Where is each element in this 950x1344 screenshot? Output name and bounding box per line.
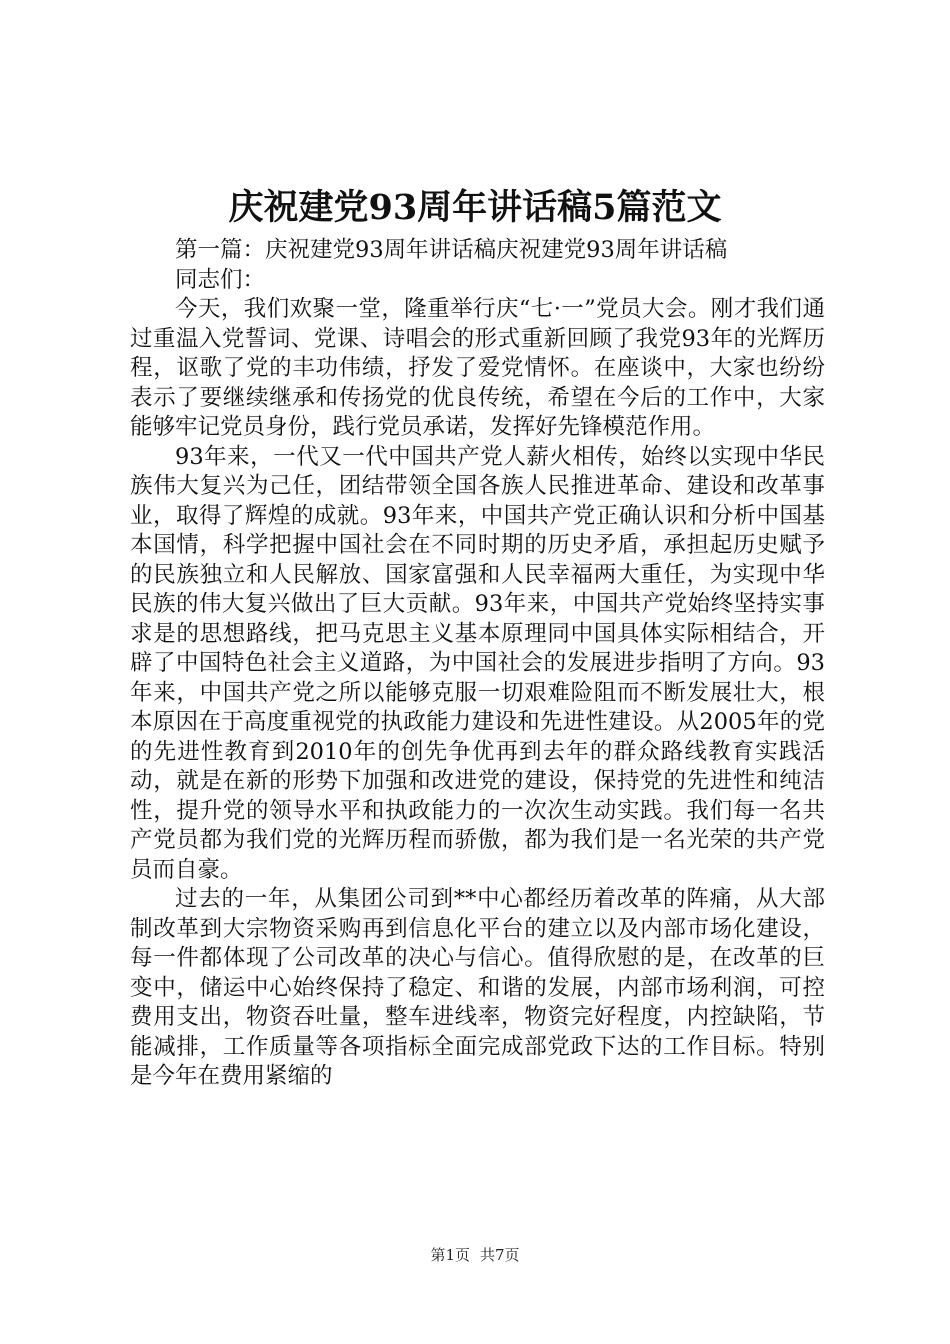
page-total: 共7页 xyxy=(480,1246,520,1264)
page-number: 第1页 xyxy=(430,1246,470,1264)
paragraph: 今天，我们欢聚一堂，隆重举行庆“七·一”党员大会。刚才我们通过重温入党誓词、党课、诗唱会的形式重新回顾了我党93年的光辉历程，讴歌了党的丰功伟绩，抒发了爱党情怀。在座谈中，大家也纷纷表示了要继续继承和传扬党的优良传统，希望在今后的工作中，大家能够牢记党员身份，践行党员承诺，发挥好先锋模范作用。 xyxy=(130,296,825,440)
paragraph-section-heading: 第一篇：庆祝建党93周年讲话稿庆祝建党93周年讲话稿 xyxy=(175,237,728,263)
page-footer xyxy=(0,1244,950,1266)
document-body xyxy=(130,236,825,1092)
paragraph: 93年来，一代又一代中国共产党人薪火相传，始终以实现中华民族伟大复兴为己任，团结带领全国各族人民推进革命、建设和改革事业，取得了辉煌的成就。93年来，中国共产党正确认识和分析中国基本国情，科学把握中国社会在不同时期的历史矛盾，承担起历史赋予的民族独立和人民解放、国家富强和人民幸福两大重任，为实现中华民族的伟大复兴做出了巨大贡献。93年来，中国共产党始终坚持实事求是的思想路线，把马克思主义基本原理同中国具体实际相结合，开辟了中国特色社会主义道路，为中国社会的发展进步指明了方向。93年来，中国共产党之所以能够克服一切艰难险阻而不断发展壮大，根本原因在于高度重视党的执政能力建设和先进性建设。从2005年的党的先进性教育到2010年的创先争优再到去年的群众路线教育实践活动，就是在新的形势下加强和改进党的建设，保持党的先进性和纯洁性，提升党的领导水平和执政能力的一次次生动实践。我们每一名共产党员都为我们党的光辉历程而骄傲，都为我们是一名光荣的共产党员而自豪。 xyxy=(130,443,825,883)
paragraph-salutation: 同志们： xyxy=(175,266,266,293)
document-title: 庆祝建党93周年讲话稿5篇范文 xyxy=(228,187,722,228)
paragraph: 过去的一年，从集团公司到**中心都经历着改革的阵痛，从大部制改革到大宗物资采购再到信息化平台的建立以及内部市场化建设，每一件都体现了公司改革的决心与信心。值得欣慰的是，在改革的巨变中，储运中心始终保持了稳定、和谐的发展，内部市场利润，可控费用支出，物资吞吐量，整车进线率，物资完好程度，内控缺陷，节能减排，工作质量等各项指标全面完成部党政下达的工作目标。特别是今年在费用紧缩的 xyxy=(130,886,825,1089)
